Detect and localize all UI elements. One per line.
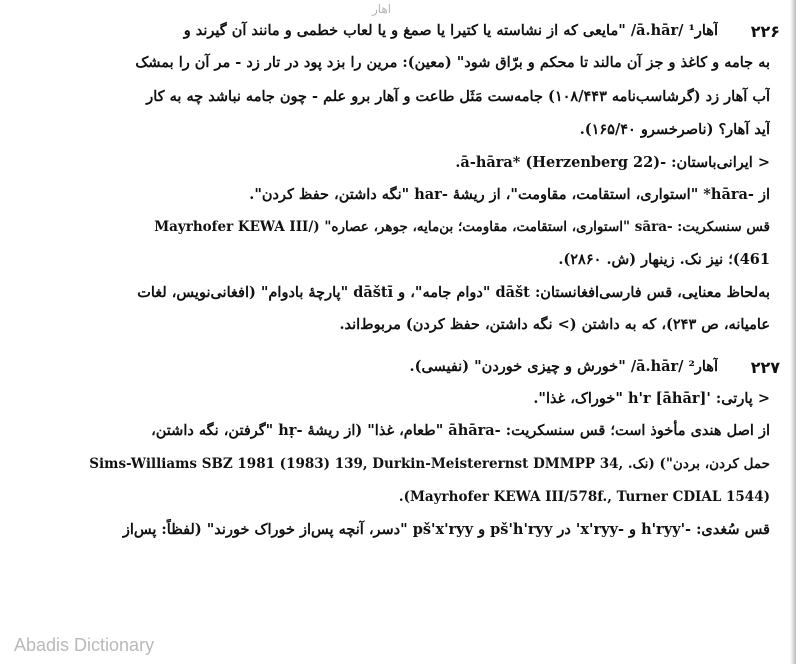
entry-227-line-1: آهار² /ā.hār/ "خورش و چیزی خوردن" (نفیسی). — [409, 358, 718, 375]
entry-227-references-2: (Mayrhofer KEWA III/578f., Turner CDIAL 1544). — [398, 489, 770, 505]
entry-226-line-2: به جامه و کاغذ و جز آن مالند تا محکم و برّاق شود" (معین): مرین را بزد پود در تار زد - مر آن را بمشک — [135, 54, 770, 71]
entry-226-line-4: آید آهار؟ (ناصرخسرو ۱۶۵/۴۰). — [579, 121, 770, 138]
entry-226-see-also: 461)؛ نیز نک. زینهار (ش. ۲۸۶۰). — [558, 251, 770, 268]
entry-226-afghan-1: به‌لحاظ معنایی، قس فارسی‌افغانستان: dāšt "دوام جامه"، و dāštī "پارچهٔ بادوام" (افغانی‌نویس، لغات — [137, 284, 770, 301]
header-word: اهار — [372, 2, 392, 16]
entry-number-226: ۲۲۶ — [750, 22, 780, 41]
entry-227-references-1: حمل کردن، بردن") (نک. ,Sims-Williams SBZ 1981 (1983) 139, Durkin-Meisterernst DMMPP 34 — [89, 456, 770, 472]
entry-number-227: ۲۲۷ — [750, 358, 780, 377]
entry-226-afghan-2: عامیانه، ص ۲۴۳)، که به داشتن (> نگه داشتن، حفظ کردن) مربوط‌اند. — [339, 316, 770, 333]
entry-226-line-3: آب آهار زد (گرشاسب‌نامه ۱۰۸/۴۴۳) جامه‌ست مَثَل طاعت و آهار برو علم - چون جامه نباشد چه به کار — [146, 88, 770, 105]
entry-226-sanskrit: قس سنسکریت: -sāra "استواری، استقامت، مقاومت؛ بن‌مایه، جوهر، عصاره" (/Mayrhofer KEWA III — [154, 219, 770, 235]
entry-226-root: از -hāra* "استواری، استقامت، مقاومت"، از ریشهٔ -har "نگه داشتن، حفظ کردن". — [249, 186, 770, 203]
entry-227-origin: از اصل هندی مأخوذ است؛ قس سنسکریت: -āhāra "طعام، غذا" (از ریشهٔ -hṛ "گرفتن، نگه داشتن، — [151, 422, 770, 439]
entry-227-sogdian: قس سُغدی: -'h'ryy و -x'ryy' در pš'h'ryy و pš'x'ryy "دسر، آنچه پس‌از خوراک خورند" (لفظاً: پس‌از — [122, 521, 770, 538]
entry-226-etymology: < ایرانی‌باستان: -ā-hāra* (Herzenberg 22). — [455, 154, 770, 171]
entry-226-line-1: آهار¹ /ā.hār/ "مایعی که از نشاسته یا کتیرا یا صمغ و یا لعاب خطمی و مانند آن گیرند و — [183, 22, 718, 39]
page-edge-shadow — [790, 0, 796, 664]
watermark: Abadis Dictionary — [14, 635, 155, 655]
entry-227-parthian: < پارتی: 'h'r [āhār] "خوراک، غذا". — [533, 390, 770, 407]
